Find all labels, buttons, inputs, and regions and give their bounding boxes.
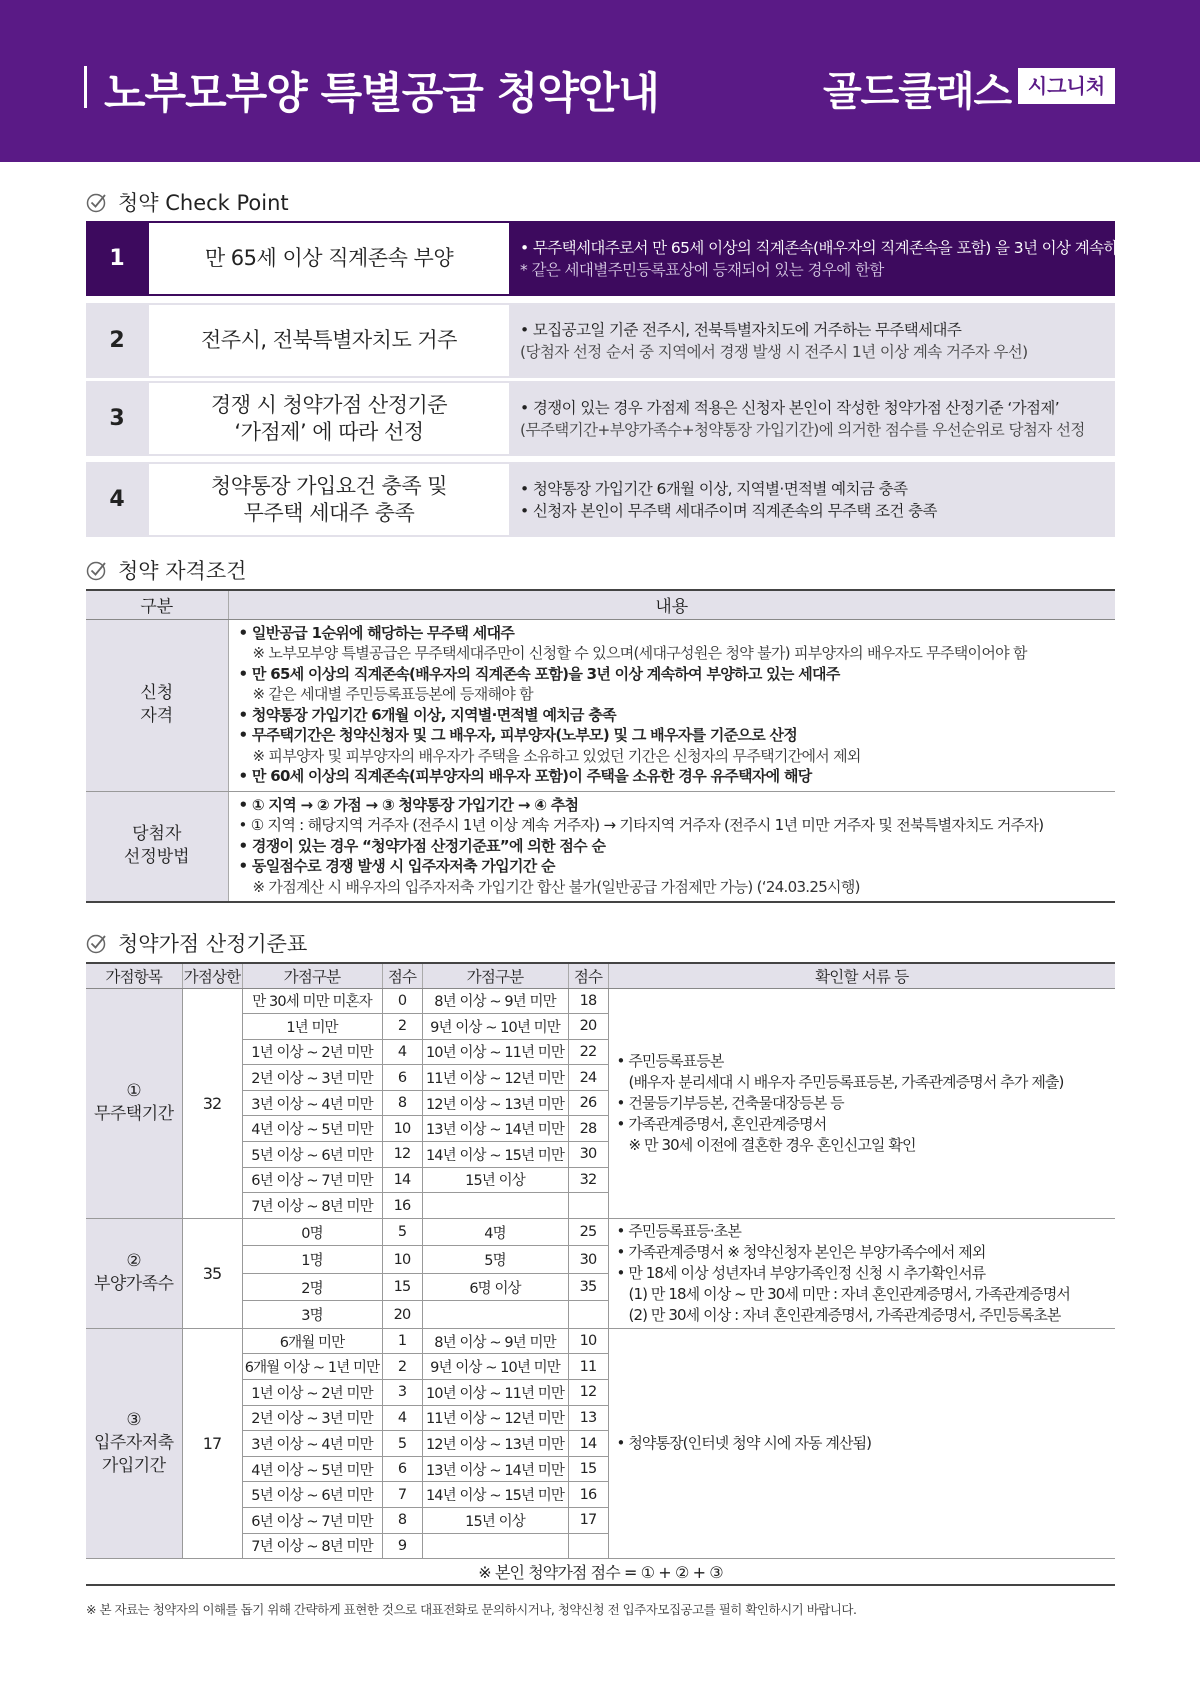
score-category: [86, 1328, 182, 1558]
score-points: 32: [568, 1167, 608, 1193]
score-range: 7년 이상 ~ 8년 미만: [242, 1193, 382, 1219]
score-category-line: 무주택기간: [93, 1104, 174, 1125]
check-circle-icon: [86, 932, 108, 954]
score-range: 2년 이상 ~ 3년 미만: [242, 1065, 382, 1091]
score-points: 16: [382, 1193, 422, 1219]
score-documents: [608, 1218, 1115, 1328]
qual-category-line: 신청: [140, 683, 174, 703]
score-range: 13년 이상 ~ 14년 미만: [422, 1456, 568, 1482]
score-max: 17: [182, 1328, 242, 1558]
checkpoint-label-text: [211, 473, 447, 527]
checkpoint-description: [520, 221, 1166, 296]
brand-logo-text: 골드클래스: [823, 69, 1012, 115]
score-range: 1명: [242, 1246, 382, 1274]
score-points: 22: [568, 1039, 608, 1065]
score-points: [568, 1193, 608, 1219]
qual-content-line: ※ 노부모부양 특별공급은 무주택세대주만이 신청할 수 있으며(세대구성원은 청약 불가) 피부양자의 배우자도 무주택이어야 함: [252, 644, 1027, 662]
page-title: 노부모부양 특별공급 청약안내: [104, 69, 659, 119]
qual-content-line: ※ 가점계산 시 배우자의 입주자저축 가입기간 합산 불가(일반공급 가점제만 가능) (‘24.03.25시행): [252, 877, 860, 896]
score-total-row: [86, 1559, 1115, 1585]
score-header-0: 가점항목: [86, 963, 182, 988]
score-range: 8년 이상 ~ 9년 미만: [422, 1328, 568, 1354]
score-category: [86, 1218, 182, 1328]
score-header-5: 점수: [568, 963, 608, 988]
score-range: 14년 이상 ~ 15년 미만: [422, 1482, 568, 1508]
checkpoint-description: [520, 303, 1115, 378]
score-range: 11년 이상 ~ 12년 미만: [422, 1065, 568, 1091]
checkpoint-desc-sub: (당첨자 선정 순서 중 지역에서 경쟁 발생 시 전주시 1년 이상 계속 거주자 우선): [520, 342, 1028, 361]
qual-header-category: 구분: [86, 590, 228, 619]
section-title-checkpoint: 청약 Check Point: [86, 187, 289, 217]
score-points: 5: [382, 1431, 422, 1457]
score-points: [568, 1533, 608, 1559]
score-range: 1년 이상 ~ 2년 미만: [242, 1039, 382, 1065]
checkpoint-desc-sub: (무주택기간+부양가족수+청약통장 가입기간)에 의거한 점수를 우선순위로 당첨자 선정: [520, 420, 1085, 439]
score-category-line: ②: [126, 1251, 142, 1272]
score-row: [86, 988, 1115, 1014]
score-range: 10년 이상 ~ 11년 미만: [422, 1380, 568, 1406]
score-points: 30: [568, 1142, 608, 1168]
score-max: 32: [182, 988, 242, 1218]
score-range: 15년 이상: [422, 1508, 568, 1534]
checkpoint-desc-main: • 모집공고일 기준 전주시, 전북특별자치도에 거주하는 무주택세대주: [520, 320, 962, 339]
score-category-line: ③: [126, 1410, 142, 1431]
qual-content-line: ※ 같은 세대별 주민등록표등본에 등재해야 함: [252, 685, 533, 703]
checkpoint-desc-sub: • 신청자 본인이 무주택 세대주이며 직계존속의 무주택 조건 충족: [520, 501, 937, 520]
score-documents: [608, 988, 1115, 1218]
checkpoint-description: [520, 381, 1115, 456]
score-range: 6명 이상: [422, 1273, 568, 1301]
score-row: [86, 1328, 1115, 1354]
score-points: 4: [382, 1039, 422, 1065]
checkpoint-label-line: 청약통장 가입요건 충족 및: [210, 473, 448, 498]
score-points: 10: [568, 1328, 608, 1354]
score-range: 9년 이상 ~ 10년 미만: [422, 1354, 568, 1380]
score-category-line: 입주자저축: [93, 1433, 174, 1454]
qual-content-line: • ① 지역 → ② 가점 → ③ 청약통장 가입기간 → ④ 추첨: [238, 795, 579, 814]
qual-category-line: 자격: [140, 706, 174, 726]
checkpoint-number: 4: [109, 487, 125, 512]
score-row: [86, 1218, 1115, 1246]
score-document-line: • 건물등기부등본, 건축물대장등본 등: [616, 1093, 844, 1112]
score-points: 10: [382, 1116, 422, 1142]
score-points: 28: [568, 1116, 608, 1142]
checkpoint-desc-main: • 무주택세대주로서 만 65세 이상의 직계존속(배우자의 직계존속을 포함) 을 3년 이상 계속하여 부양: [520, 238, 1166, 257]
qual-content-line: • 만 65세 이상의 직계존속(배우자의 직계존속 포함)을 3년 이상 계속하여 부양하고 있는 세대주: [238, 664, 840, 683]
score-points: 4: [382, 1405, 422, 1431]
score-points: 15: [568, 1456, 608, 1482]
score-table: [86, 962, 1115, 1586]
score-range: 10년 이상 ~ 11년 미만: [422, 1039, 568, 1065]
checkpoint-desc-main: • 경쟁이 있는 경우 가점제 적용은 신청자 본인이 작성한 청약가점 산정기준 ‘가점제’: [520, 398, 1060, 417]
score-header-6: 확인할 서류 등: [608, 963, 1115, 988]
score-document-line: • 주민등록표등본: [616, 1051, 724, 1070]
checkpoint-number: 2: [109, 328, 125, 353]
score-range: 5년 이상 ~ 6년 미만: [242, 1482, 382, 1508]
qual-header-content: 내용: [228, 590, 1115, 619]
title-divider: [84, 66, 87, 108]
score-range: 3년 이상 ~ 4년 미만: [242, 1090, 382, 1116]
score-points: 20: [382, 1301, 422, 1329]
qual-content: [228, 619, 1115, 791]
score-range: 5년 이상 ~ 6년 미만: [242, 1142, 382, 1168]
brand-badge: 시그니처: [1018, 68, 1115, 104]
qual-content-line: • ① 지역 : 해당지역 거주자 (전주시 1년 이상 계속 거주자) → 기타지역 거주자 (전주시 1년 미만 거주자 및 전북특별자치도 거주자): [238, 816, 1044, 834]
score-range: 0명: [242, 1218, 382, 1246]
qual-content-line: • 청약통장 가입기간 6개월 이상, 지역별·면적별 예치금 충족: [238, 705, 616, 724]
checkpoint-label-text: [211, 392, 447, 446]
score-document-line: (배우자 분리세대 시 배우자 주민등록표등본, 가족관계증명서 추가 제출): [628, 1072, 1064, 1091]
checkpoint-label-line: 만 65세 이상 직계존속 부양: [204, 246, 454, 270]
score-header-4: 가점구분: [422, 963, 568, 988]
score-points: 2: [382, 1354, 422, 1380]
score-points: 26: [568, 1090, 608, 1116]
score-header-1: 가점상한: [182, 963, 242, 988]
checkpoint-row: [86, 462, 1115, 537]
score-points: 13: [568, 1405, 608, 1431]
score-category-line: 부양가족수: [93, 1274, 174, 1295]
qual-category-line: 당첨자: [132, 824, 182, 845]
score-points: 2: [382, 1014, 422, 1040]
score-points: 0: [382, 988, 422, 1014]
checkpoint-row: [86, 303, 1115, 378]
score-header-2: 가점구분: [242, 963, 382, 988]
score-total: ※ 본인 청약가점 점수 = ① + ② + ③: [86, 1559, 1115, 1585]
checkpoint-label-line: 무주택 세대주 충족: [243, 500, 415, 525]
checkpoint-label-line: 경쟁 시 청약가점 산정기준: [210, 392, 448, 417]
checkpoint-label: [149, 305, 509, 376]
score-points: 7: [382, 1482, 422, 1508]
score-range: 14년 이상 ~ 15년 미만: [422, 1142, 568, 1168]
score-range: 1년 미만: [242, 1014, 382, 1040]
checkpoint-description: [520, 462, 1115, 537]
score-range: 3년 이상 ~ 4년 미만: [242, 1431, 382, 1457]
score-range: 9년 이상 ~ 10년 미만: [422, 1014, 568, 1040]
section-title-score: 청약가점 산정기준표: [86, 928, 307, 958]
score-points: 11: [568, 1354, 608, 1380]
score-points: 15: [382, 1273, 422, 1301]
checkpoint-label-text: [201, 327, 457, 354]
score-points: 14: [568, 1431, 608, 1457]
score-range: 4년 이상 ~ 5년 미만: [242, 1456, 382, 1482]
score-range: 11년 이상 ~ 12년 미만: [422, 1405, 568, 1431]
score-range: 8년 이상 ~ 9년 미만: [422, 988, 568, 1014]
score-points: [568, 1301, 608, 1329]
score-document-line: ※ 만 30세 이전에 결혼한 경우 혼인신고일 확인: [628, 1135, 916, 1154]
score-points: 24: [568, 1065, 608, 1091]
score-range: 15년 이상: [422, 1167, 568, 1193]
score-range: [422, 1301, 568, 1329]
score-range: [422, 1193, 568, 1219]
check-circle-icon: [86, 191, 108, 213]
score-points: 30: [568, 1246, 608, 1274]
qual-content-line: • 경쟁이 있는 경우 “청약가점 산정기준표”에 의한 점수 순: [238, 836, 606, 855]
checkpoint-row: [86, 381, 1115, 456]
checkpoint-desc-main: • 청약통장 가입기간 6개월 이상, 지역별·면적별 예치금 충족: [520, 479, 908, 498]
checkpoint-number: 1: [109, 246, 125, 271]
score-points: 14: [382, 1167, 422, 1193]
score-documents: [608, 1328, 1115, 1558]
score-points: 6: [382, 1456, 422, 1482]
score-range: 1년 이상 ~ 2년 미만: [242, 1380, 382, 1406]
score-points: 5: [382, 1218, 422, 1246]
score-range: 2명: [242, 1273, 382, 1301]
qual-content-line: • 일반공급 1순위에 해당하는 무주택 세대주: [238, 623, 515, 642]
qual-category: [86, 619, 228, 791]
header-banner: [0, 0, 1200, 162]
score-points: 18: [568, 988, 608, 1014]
checkpoint-number: 3: [109, 406, 125, 431]
disclaimer-footer: ※ 본 자료는 청약자의 이해를 돕기 위해 간략하게 표현한 것으로 대표전화로 문의하시거나, 청약신청 전 입주자모집공고를 필히 확인하시기 바랍니다.: [86, 1602, 857, 1617]
checkpoint-label-line: 전주시, 전북특별자치도 거주: [201, 328, 457, 352]
score-range: 5명: [422, 1246, 568, 1274]
qual-content-line: ※ 피부양자 및 피부양자의 배우자가 주택을 소유하고 있었던 기간은 신청자의 무주택기간에서 제외: [252, 746, 861, 765]
score-points: 12: [382, 1142, 422, 1168]
score-range: 6개월 이상 ~ 1년 미만: [242, 1354, 382, 1380]
score-points: 3: [382, 1380, 422, 1406]
score-points: 10: [382, 1246, 422, 1274]
score-document-line: • 만 18세 이상 성년자녀 부양가족인정 신청 시 추가확인서류: [616, 1263, 986, 1282]
score-header-3: 점수: [382, 963, 422, 988]
score-range: 2년 이상 ~ 3년 미만: [242, 1405, 382, 1431]
score-range: 만 30세 미만 미혼자: [242, 988, 382, 1014]
score-range: 6년 이상 ~ 7년 미만: [242, 1508, 382, 1534]
score-category: [86, 988, 182, 1218]
checkpoint-label-line: ‘가점제’ 에 따라 선정: [234, 419, 424, 444]
checkpoint-label: [149, 383, 509, 454]
score-range: 3명: [242, 1301, 382, 1329]
score-range: 6년 이상 ~ 7년 미만: [242, 1167, 382, 1193]
score-points: 8: [382, 1090, 422, 1116]
score-range: 6개월 미만: [242, 1328, 382, 1354]
checkpoint-label: [149, 223, 509, 294]
qual-row: [86, 619, 1115, 791]
qual-category: [86, 791, 228, 902]
qualification-table: [86, 589, 1115, 903]
section-title-qualification: 청약 자격조건: [86, 555, 246, 585]
score-points: 17: [568, 1508, 608, 1534]
score-points: 9: [382, 1533, 422, 1559]
qual-content: [228, 791, 1115, 902]
score-max: 35: [182, 1218, 242, 1328]
score-points: 1: [382, 1328, 422, 1354]
qual-content-line: • 만 60세 이상의 직계존속(피부양자의 배우자 포함)이 주택을 소유한 경우 유주택자에 해당: [238, 767, 812, 785]
score-range: 7년 이상 ~ 8년 미만: [242, 1533, 382, 1559]
score-document-line: • 청약통장(인터넷 청약 시에 자동 계산됨): [616, 1434, 872, 1453]
check-circle-icon: [86, 559, 108, 581]
checkpoint-label-text: [205, 245, 453, 272]
score-points: 8: [382, 1508, 422, 1534]
score-category-line: 가입기간: [101, 1456, 166, 1477]
checkpoint-label: [149, 464, 509, 535]
score-points: 16: [568, 1482, 608, 1508]
score-range: 4년 이상 ~ 5년 미만: [242, 1116, 382, 1142]
score-document-line: • 가족관계증명서 ※ 청약신청자 본인은 부양가족수에서 제외: [616, 1242, 986, 1261]
score-points: 6: [382, 1065, 422, 1091]
checkpoint-row: [86, 221, 1166, 296]
score-range: 13년 이상 ~ 14년 미만: [422, 1116, 568, 1142]
score-range: 12년 이상 ~ 13년 미만: [422, 1431, 568, 1457]
score-document-line: • 가족관계증명서, 혼인관계증명서: [616, 1114, 827, 1133]
qual-content-line: • 동일점수로 경쟁 발생 시 입주자저축 가입기간 순: [238, 857, 555, 875]
qual-row: [86, 791, 1115, 902]
score-range: 12년 이상 ~ 13년 미만: [422, 1090, 568, 1116]
score-points: 35: [568, 1273, 608, 1301]
score-range: 4명: [422, 1218, 568, 1246]
score-document-line: • 주민등록표등·초본: [616, 1221, 741, 1240]
score-category-line: ①: [126, 1081, 142, 1102]
score-document-line: (2) 만 30세 이상 : 자녀 혼인관계증명서, 가족관계증명서, 주민등록초본: [628, 1305, 1061, 1324]
qual-category-line: 선정방법: [123, 847, 190, 868]
score-points: 25: [568, 1218, 608, 1246]
checkpoint-desc-sub: * 같은 세대별주민등록표상에 등재되어 있는 경우에 한함: [520, 260, 884, 279]
score-range: [422, 1533, 568, 1559]
score-points: 12: [568, 1380, 608, 1406]
score-document-line: (1) 만 18세 이상 ~ 만 30세 미만 : 자녀 혼인관계증명서, 가족관계증명서: [628, 1284, 1071, 1303]
qual-content-line: • 무주택기간은 청약신청자 및 그 배우자, 피부양자(노부모) 및 그 배우자를 기준으로 산정: [238, 726, 798, 744]
score-points: 20: [568, 1014, 608, 1040]
